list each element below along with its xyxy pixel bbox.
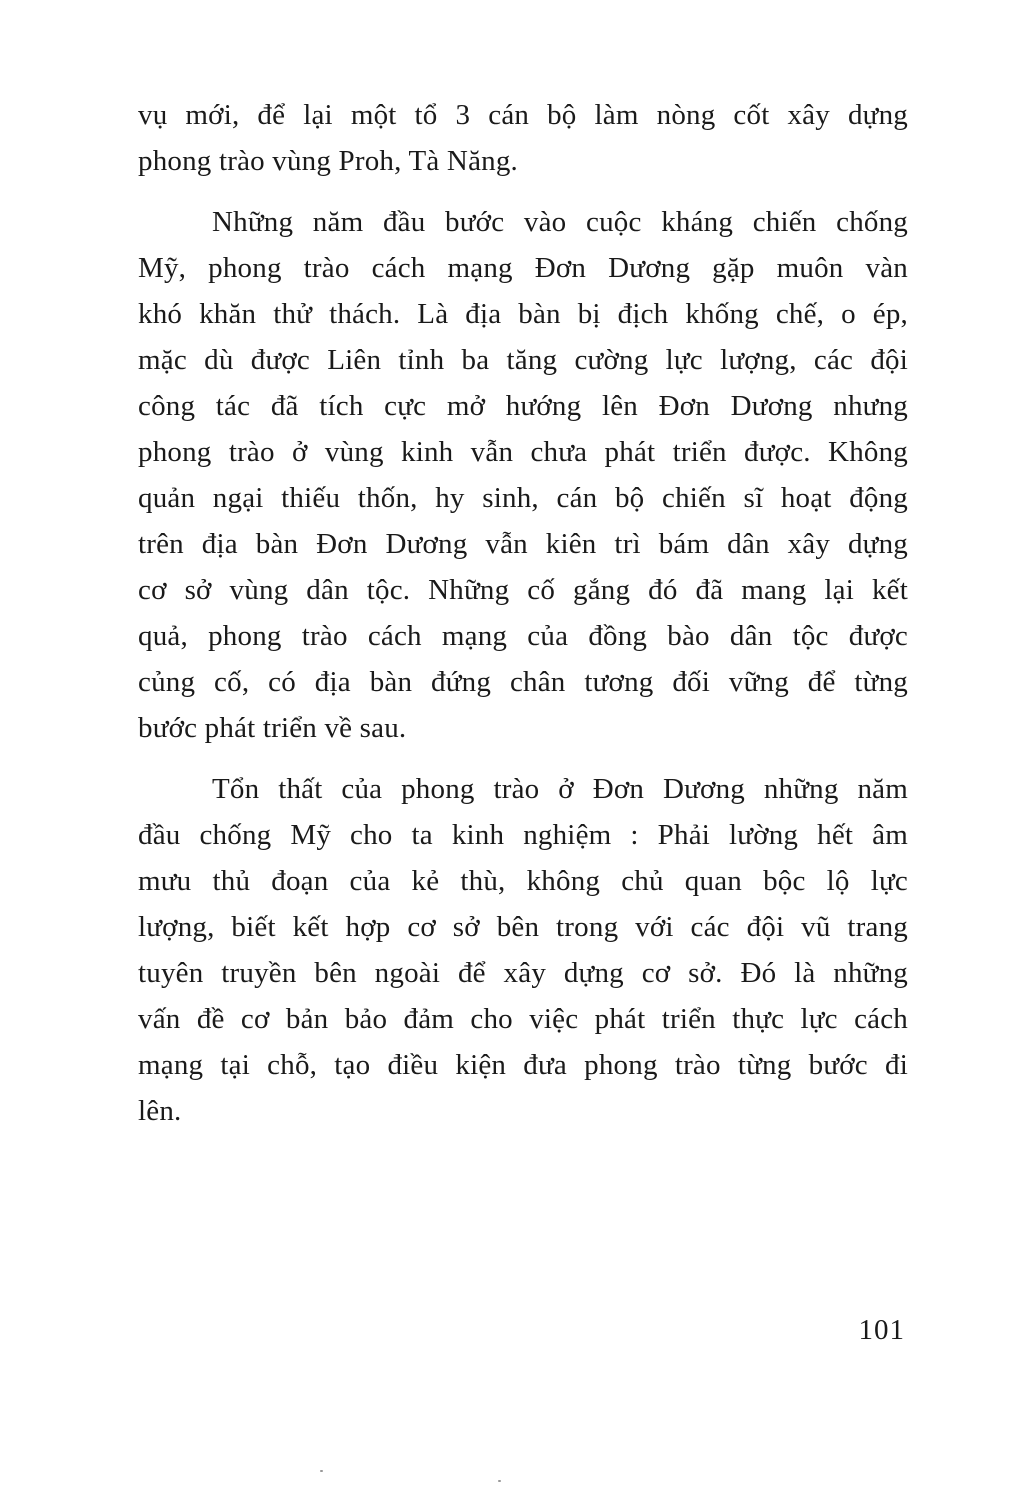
paragraph-gap xyxy=(138,751,908,766)
text-line: mưu thủ đoạn của kẻ thù, không chủ quan bộc lộ lực xyxy=(138,865,908,897)
text-line: lượng, biết kết hợp cơ sở bên trong với các đội vũ trang xyxy=(138,911,908,943)
body-text xyxy=(138,92,908,1134)
text-line: cơ sở vùng dân tộc. Những cố gắng đó đã mang lại kết xyxy=(138,574,908,606)
text-line: phong trào ở vùng kinh vẫn chưa phát triển được. Không xyxy=(138,436,908,468)
text-line: lên. xyxy=(138,1095,182,1127)
text-line: vấn đề cơ bản bảo đảm cho việc phát triển thực lực cách xyxy=(138,1003,908,1035)
scan-speck xyxy=(498,1480,501,1482)
paragraph xyxy=(138,766,908,1134)
text-line: đầu chống Mỹ cho ta kinh nghiệm : Phải lường hết âm xyxy=(138,819,908,851)
text-line: mạng tại chỗ, tạo điều kiện đưa phong trào từng bước đi xyxy=(138,1049,908,1081)
paragraph xyxy=(138,199,908,751)
text-line: bước phát triển về sau. xyxy=(138,712,407,744)
text-line: phong trào vùng Proh, Tà Năng. xyxy=(138,145,518,177)
text-line: khó khăn thử thách. Là địa bàn bị địch khống chế, o ép, xyxy=(138,298,908,330)
text-line: vụ mới, để lại một tổ 3 cán bộ làm nòng cốt xây dựng xyxy=(138,99,908,131)
text-line: quản ngại thiếu thốn, hy sinh, cán bộ chiến sĩ hoạt động xyxy=(138,482,908,514)
text-line: Những năm đầu bước vào cuộc kháng chiến chống xyxy=(212,206,908,238)
text-line: quả, phong trào cách mạng của đồng bào dân tộc được xyxy=(138,620,908,652)
text-line: tuyên truyền bên ngoài để xây dựng cơ sở. Đó là những xyxy=(138,957,908,989)
text-line: trên địa bàn Đơn Dương vẫn kiên trì bám dân xây dựng xyxy=(138,528,908,560)
text-line: công tác đã tích cực mở hướng lên Đơn Dương nhưng xyxy=(138,390,908,422)
paragraph-gap xyxy=(138,184,908,199)
page-number: 101 xyxy=(858,1314,905,1346)
text-line: mặc dù được Liên tỉnh ba tăng cường lực lượng, các đội xyxy=(138,344,908,376)
text-line: Mỹ, phong trào cách mạng Đơn Dương gặp muôn vàn xyxy=(138,252,908,284)
text-line: củng cố, có địa bàn đứng chân tương đối vững để từng xyxy=(138,666,908,698)
scan-speck xyxy=(320,1470,323,1472)
paragraph xyxy=(138,92,908,184)
text-line: Tổn thất của phong trào ở Đơn Dương những năm xyxy=(212,773,908,805)
